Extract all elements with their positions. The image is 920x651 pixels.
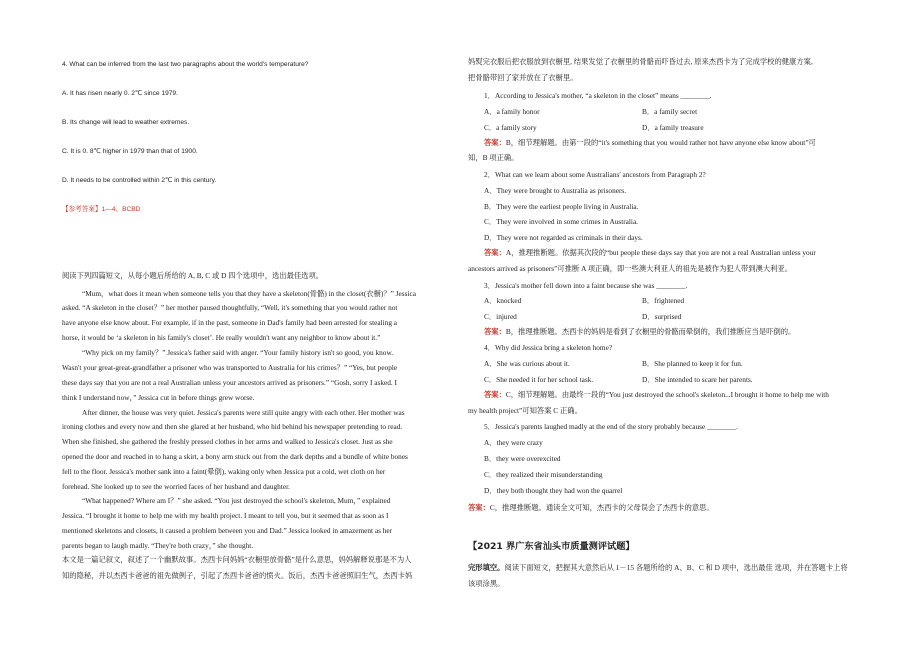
question-2-option-d: D．They were not regarded as criminals in their days. (484, 233, 643, 242)
summary-line: 知的隐秘，并以杰西卡爸爸的祖先做例子，引起了杰西卡爸爸的愤火。饭后，杰西卡爸爸照旧生气，杰西卡妈 (62, 571, 413, 580)
cloze-label: 完形填空。 (468, 563, 505, 572)
cloze-instruction-line-2: 该项涂黑。 (468, 579, 505, 588)
answer-label: 答案： (468, 503, 490, 512)
question-4-option-d: D. It needs to be controlled within 2℃ in this century. (62, 177, 217, 184)
question-3-option-b: B．frightened (642, 296, 685, 305)
question-3-stem: 3．Jessica's mother fell down into a faint because she was ________. (484, 281, 688, 290)
question-2-answer (484, 248, 816, 257)
question-3-answer (484, 327, 795, 336)
cloze-text: 阅读下面短文，把握其大意然后从 1－15 各题所给的 A、B、C 和 D 项中，选出最佳 选项，并在答题卡上将 (504, 563, 848, 572)
passage-line: opened the door and reached in to hang a skirt, a bony arm stuck out from the dark depths and a bundle of white bones (62, 452, 408, 461)
passage-line: these days say that you are not a real Australian unless your ancestors arrived as prisoners.” “Gosh, sorry I asked. I (62, 378, 397, 387)
question-5-option-a: A．they were crazy (484, 438, 543, 447)
question-4-option-c: C．She needed it for her school task. (484, 375, 594, 384)
question-4-option-a: A．She was curious about it. (484, 359, 570, 368)
question-1-stem: 1．According to Jessica's mother, “a skeleton in the closet” means ________. (484, 91, 712, 100)
section-heading: 【2021 界广东省汕头市质量测评试题】 (468, 541, 635, 552)
question-1-option-a: A．a family honor (484, 107, 540, 116)
passage-line: horse, it would be ‘a skeleton in his family's closet’. He really wouldn't want any neighbor to know about it.” (62, 333, 381, 342)
answer-text: C，推理推断题。通读全文可知，杰西卡的父母误会了杰西卡的意思。 (489, 503, 714, 512)
passage-line: mentioned skeletons and closets, it caused a problem between you and Dad.” Jessica looked in amazement as her (62, 526, 393, 535)
passage-line: When she finished, she gathered the freshly pressed clothes in her arms and walked to Jessica's closet. Just as she (62, 437, 393, 446)
question-2-stem: 2．What can we learn about some Australians' ancestors from Paragraph 2? (484, 170, 706, 179)
passage-line: After dinner, the house was very quiet. Jessica's parents were still quite angry with each other. Her mother was (82, 408, 405, 417)
question-4-option-b: B．She planned to keep it for fun. (642, 359, 743, 368)
answer-label: 答案： (484, 390, 506, 399)
answer-text: C，细节理解题。由最终一段的“You just destroyed the school's skeleton...I brought it home to help me with (505, 390, 829, 399)
question-4-option-d: D．She intended to scare her parents. (642, 375, 753, 384)
passage-line: “Mum，what does it mean when someone tells you that they have a skeleton(骨骼) in the closet(衣橱)？” Jessica (82, 289, 416, 298)
question-1-option-b: B．a family secret (642, 107, 698, 116)
answer-label: 答案： (484, 248, 506, 257)
question-5-option-c: C．they realized their misunderstanding (484, 470, 603, 479)
summary-continued-line: 妈熨完衣服后把衣服放到衣橱里, 结果发觉了衣橱里的骨骼而吓昏过去, 原来杰西卡为了完成学校的健康方案, (468, 57, 813, 66)
passage-line: fell to the floor. Jessica's mother sank into a faint(晕倒), waking only when Jessica put a cold, wet cloth on her (62, 467, 386, 476)
question-2-option-c: C．They were involved in some crimes in Australia. (484, 217, 639, 226)
passage-line: “Why pick on my family？” Jessica's father said with anger. “Your family history isn't so good, you know. (82, 348, 394, 357)
question-1-answer (484, 138, 816, 147)
question-4-answer-line-2: my health project”可知答案 C 正确。 (468, 406, 582, 415)
passage-line: parents began to laugh madly. “They're both crazy，” she thought. (62, 541, 254, 550)
summary-line: 本文是一篇记叙文，叙述了一个幽默故事。杰西卡问妈妈“衣橱里放骨骼”是什么意思，妈妈解释说那是不为人 (62, 555, 412, 564)
summary-continued-line: 把骨骼带回了家并放在了衣橱里。 (468, 73, 578, 82)
passage-line: asked. “A skeleton in the closet？” her mother paused thoughtfully, “Well, it's something that you would rather not (62, 303, 398, 312)
passage-line: think I understand now，” Jessica cut in before things grew worse. (62, 393, 255, 402)
passage-line: have anyone else know about. For example, if in the past, someone in Dad's family had been arrested for stealing a (62, 318, 398, 327)
question-2-answer-line-2: ancestors arrived as prisoners”可推断 A 项正确，即一些澳大利亚人的祖先是被作为犯人带到澳大利亚。 (468, 264, 793, 273)
cloze-instruction (468, 563, 848, 572)
reading-instruction: 阅读下列四篇短文，从每小题后所给的 A, B, C 或 D 四个选项中，选出最佳选项。 (62, 271, 324, 280)
question-5-answer (468, 503, 714, 512)
passage-line: ironing clothes and every now and then she glared at her husband, who hid behind his newspaper pretending to read. (62, 422, 403, 431)
passage-line: “What happened? Where am I？” she asked. “You just destroyed the school's skeleton, Mum，” explained (82, 496, 391, 505)
answer-text: B，细节理解题。由第一段的“it's something that you would rather not have anyone else know about”可 (505, 138, 816, 147)
question-4-stem: 4. What can be inferred from the last two paragraphs about the world's temperature? (62, 61, 309, 68)
question-4-stem: 4．Why did Jessica bring a skeleton home? (484, 343, 613, 352)
question-3-option-c: C．injured (484, 312, 517, 321)
question-2-option-b: B．They were the earliest people living in Australia. (484, 202, 639, 211)
passage-line: forehead. She looked up to see the worried faces of her husband and daughter. (62, 482, 290, 491)
question-4-option-b: B. Its change will lead to weather extremes. (62, 119, 190, 126)
question-4-answer (484, 390, 829, 399)
question-5-option-b: B．they were overexcited (484, 454, 561, 463)
question-1-option-d: D．a family treasure (642, 123, 704, 132)
answer-text: A，推理推断题。依据其次段的“but people these days say that you are not a real Australian unless your (505, 248, 816, 257)
question-5-stem: 5．Jessica's parents laughed madly at the end of the story probably because ________. (484, 422, 739, 431)
question-2-option-a: A．They were brought to Australia as prisoners. (484, 186, 627, 195)
answer-text: B，推理推断题。杰西卡的妈妈是看到了衣橱里的骨骼而晕倒的，我们推断应当是吓倒的。 (505, 327, 796, 336)
passage-line: Wasn't your great-great-grandfather a prisoner who was transported to Australia for his crimes？” “Yes, but people (62, 363, 398, 372)
question-3-option-a: A．knocked (484, 296, 522, 305)
question-3-option-d: D．surprised (642, 312, 682, 321)
answer-label: 答案： (484, 138, 506, 147)
question-4-option-c: C. It is 0. 8℃ higher in 1979 than that of 1900. (62, 148, 198, 155)
passage-line: Jessica. “I brought it home to help me with my health project. I meant to tell you, but it seemed that as soon as I (62, 511, 389, 520)
question-5-option-d: D．they both thought they had won the quarrel (484, 486, 623, 495)
question-1-option-c: C．a family story (484, 123, 537, 132)
question-1-answer-line-2: 知，B 项正确。 (468, 153, 519, 162)
answer-label: 答案： (484, 327, 506, 336)
question-4-option-a: A. It has risen nearly 0. 2℃ since 1979. (62, 90, 178, 97)
answer-key: 【参考答案】1—4、BCBD (62, 206, 141, 213)
